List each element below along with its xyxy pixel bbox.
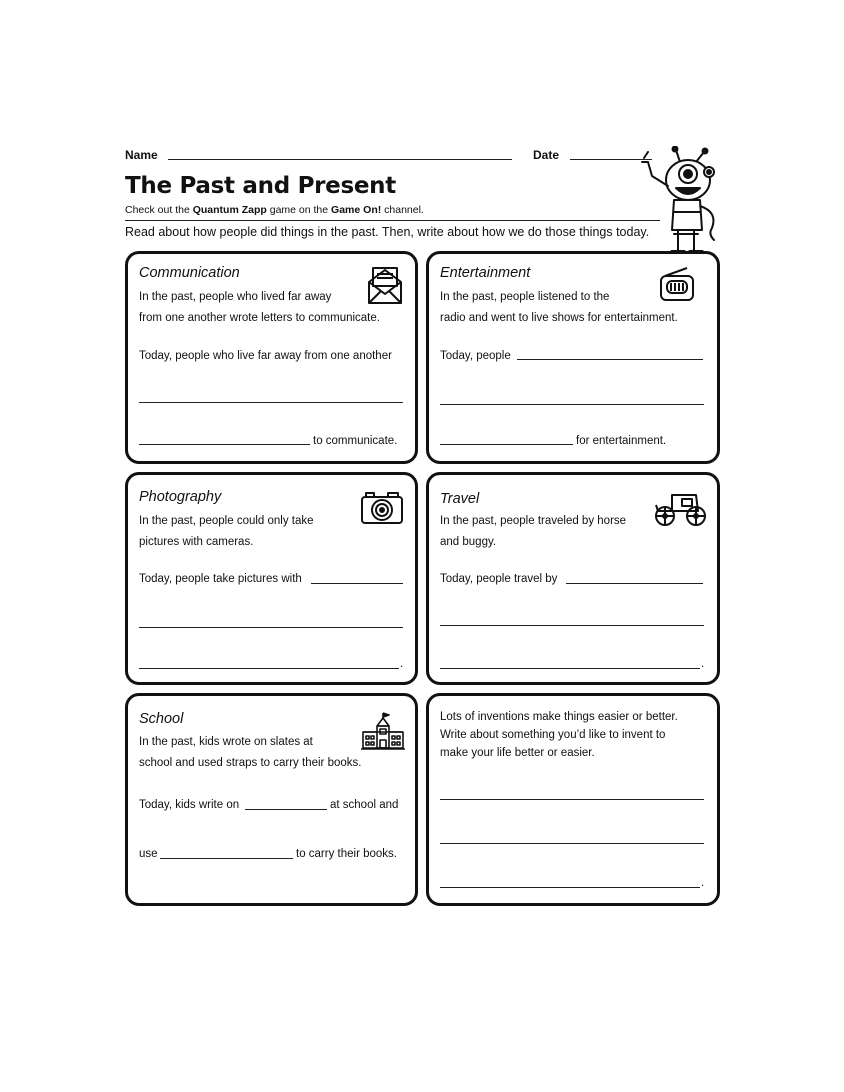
invention-line2: Write about something you’d like to invent to: [440, 729, 666, 741]
photography-answer-line-3[interactable]: [139, 668, 399, 669]
school-today-suffix: at school and: [330, 799, 399, 811]
travel-past-line1: In the past, people traveled by horse: [440, 515, 627, 527]
page-subtitle: [125, 204, 424, 216]
communication-past-line2: from one another wrote letters to communicate.: [139, 312, 380, 324]
school-use-prefix: use: [139, 848, 158, 860]
envelope-icon: [367, 266, 403, 306]
subtitle-suffix: channel.: [384, 204, 424, 216]
entertainment-box: [426, 251, 720, 464]
entertainment-past-line1: In the past, people listened to the: [440, 291, 610, 303]
school-past-line2: school and used straps to carry their books.: [139, 757, 362, 769]
page-title: The Past and Present: [125, 173, 396, 199]
robot-mascot-icon: [638, 146, 724, 264]
communication-title: Communication: [139, 265, 240, 281]
subtitle-mid: game on the: [269, 204, 329, 216]
school-today-prefix: Today, kids write on: [139, 799, 240, 811]
photography-past-line1: In the past, people could only take: [139, 515, 314, 527]
school-use-suffix: to carry their books.: [296, 848, 397, 860]
invention-box: [426, 693, 720, 906]
school-box: [125, 693, 418, 906]
entertainment-answer-line-2[interactable]: [440, 404, 704, 405]
radio-icon: [659, 266, 695, 304]
subtitle-prefix: Check out the: [125, 204, 190, 216]
subtitle-game: Quantum Zapp: [192, 204, 267, 216]
travel-box: [426, 472, 720, 685]
photography-answer-line-1[interactable]: [311, 583, 403, 584]
photography-today: Today, people take pictures with: [139, 573, 302, 585]
travel-answer-line-3[interactable]: [440, 668, 700, 669]
name-label: Name: [125, 148, 158, 162]
travel-answer-line-2[interactable]: [440, 625, 704, 626]
communication-answer-line-1[interactable]: [139, 402, 403, 403]
entertainment-end: for entertainment.: [576, 435, 667, 447]
travel-title: Travel: [440, 491, 480, 507]
communication-box: [125, 251, 418, 464]
entertainment-answer-line-3[interactable]: [440, 444, 573, 445]
school-answer-line-2[interactable]: [160, 858, 293, 859]
invention-line3: make your life better or easier.: [440, 747, 595, 759]
schoolhouse-icon: [361, 712, 405, 750]
buggy-icon: [652, 491, 708, 527]
communication-today: Today, people who live far away from one another: [139, 350, 392, 362]
school-past-line1: In the past, kids wrote on slates at: [139, 736, 313, 748]
entertainment-past-line2: radio and went to live shows for entertainment.: [440, 312, 678, 324]
photography-title: Photography: [139, 489, 222, 505]
subtitle-channel: Game On!: [331, 204, 382, 216]
camera-icon: [360, 491, 404, 525]
photography-end: .: [400, 658, 404, 670]
communication-end: to communicate.: [313, 435, 398, 447]
instructions: Read about how people did things in the past. Then, write about how we do those things today.: [125, 225, 650, 239]
photography-answer-line-2[interactable]: [139, 627, 403, 628]
invention-answer-line-1[interactable]: [440, 799, 704, 800]
school-title: School: [139, 711, 184, 727]
invention-end: .: [701, 877, 705, 889]
entertainment-today: Today, people: [440, 350, 511, 362]
photography-past-line2: pictures with cameras.: [139, 536, 254, 548]
invention-answer-line-3[interactable]: [440, 887, 700, 888]
school-answer-line-1[interactable]: [245, 809, 327, 810]
name-field[interactable]: [168, 159, 512, 160]
invention-answer-line-2[interactable]: [440, 843, 704, 844]
travel-past-line2: and buggy.: [440, 536, 497, 548]
travel-today: Today, people travel by: [440, 573, 558, 585]
entertainment-answer-line-1[interactable]: [517, 359, 703, 360]
entertainment-title: Entertainment: [440, 265, 531, 281]
photography-box: [125, 472, 418, 685]
communication-answer-line-2[interactable]: [139, 444, 310, 445]
travel-end: .: [701, 658, 705, 670]
invention-line1: Lots of inventions make things easier or better.: [440, 711, 678, 723]
date-label: Date: [533, 148, 560, 162]
travel-answer-line-1[interactable]: [566, 583, 703, 584]
header-divider: [125, 220, 660, 221]
communication-past-line1: In the past, people who lived far away: [139, 291, 332, 303]
